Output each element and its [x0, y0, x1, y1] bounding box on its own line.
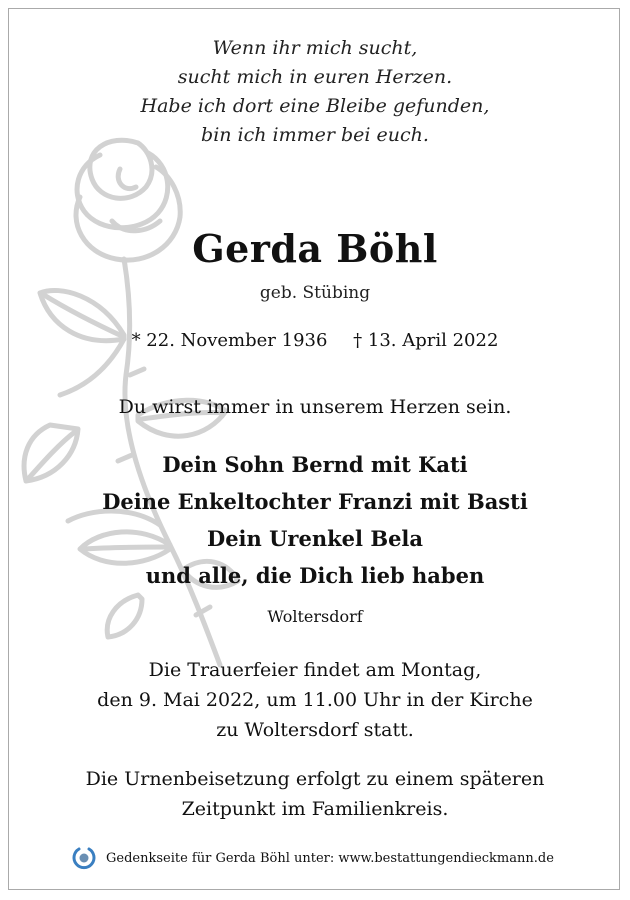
poem-line: sucht mich in euren Herzen.: [177, 66, 453, 88]
maiden-name: geb. Stübing: [259, 283, 371, 303]
death-date: † 13. April 2022: [353, 330, 499, 351]
ceremony-line: den 9. Mai 2022, um 11.00 Uhr in der Kirche: [97, 689, 533, 711]
family-line: und alle, die Dich lieb haben: [145, 563, 485, 588]
family-line: Dein Urenkel Bela: [206, 526, 424, 551]
deceased-name: Gerda Böhl: [192, 226, 438, 271]
life-dates: [0, 330, 630, 351]
memorial-quote: Du wirst immer in unserem Herzen sein.: [118, 396, 512, 418]
burial-info: [0, 764, 630, 824]
place: Woltersdorf: [267, 607, 363, 626]
family-list: [0, 446, 630, 594]
ceremony-line: Die Trauerfeier findet am Montag,: [148, 659, 482, 681]
birth-date: * 22. November 1936: [131, 330, 328, 351]
poem-line: Wenn ihr mich sucht,: [212, 37, 418, 59]
ceremony-info: [0, 655, 630, 745]
poem-line: bin ich immer bei euch.: [201, 124, 429, 146]
burial-line: Zeitpunkt im Familienkreis.: [181, 798, 449, 820]
family-line: Deine Enkeltochter Franzi mit Basti: [102, 489, 528, 514]
memorial-page-link[interactable]: Gedenkseite für Gerda Böhl unter: www.bestattungendieckmann.de: [106, 850, 554, 866]
burial-line: Die Urnenbeisetzung erfolgt zu einem späteren: [85, 768, 545, 790]
memorial-page-footer[interactable]: [70, 846, 554, 870]
family-line: Dein Sohn Bernd mit Kati: [162, 452, 468, 477]
poem: [0, 34, 630, 150]
ceremony-line: zu Woltersdorf statt.: [216, 719, 414, 741]
memorial-logo-icon: [70, 846, 98, 870]
poem-line: Habe ich dort eine Bleibe gefunden,: [140, 95, 490, 117]
